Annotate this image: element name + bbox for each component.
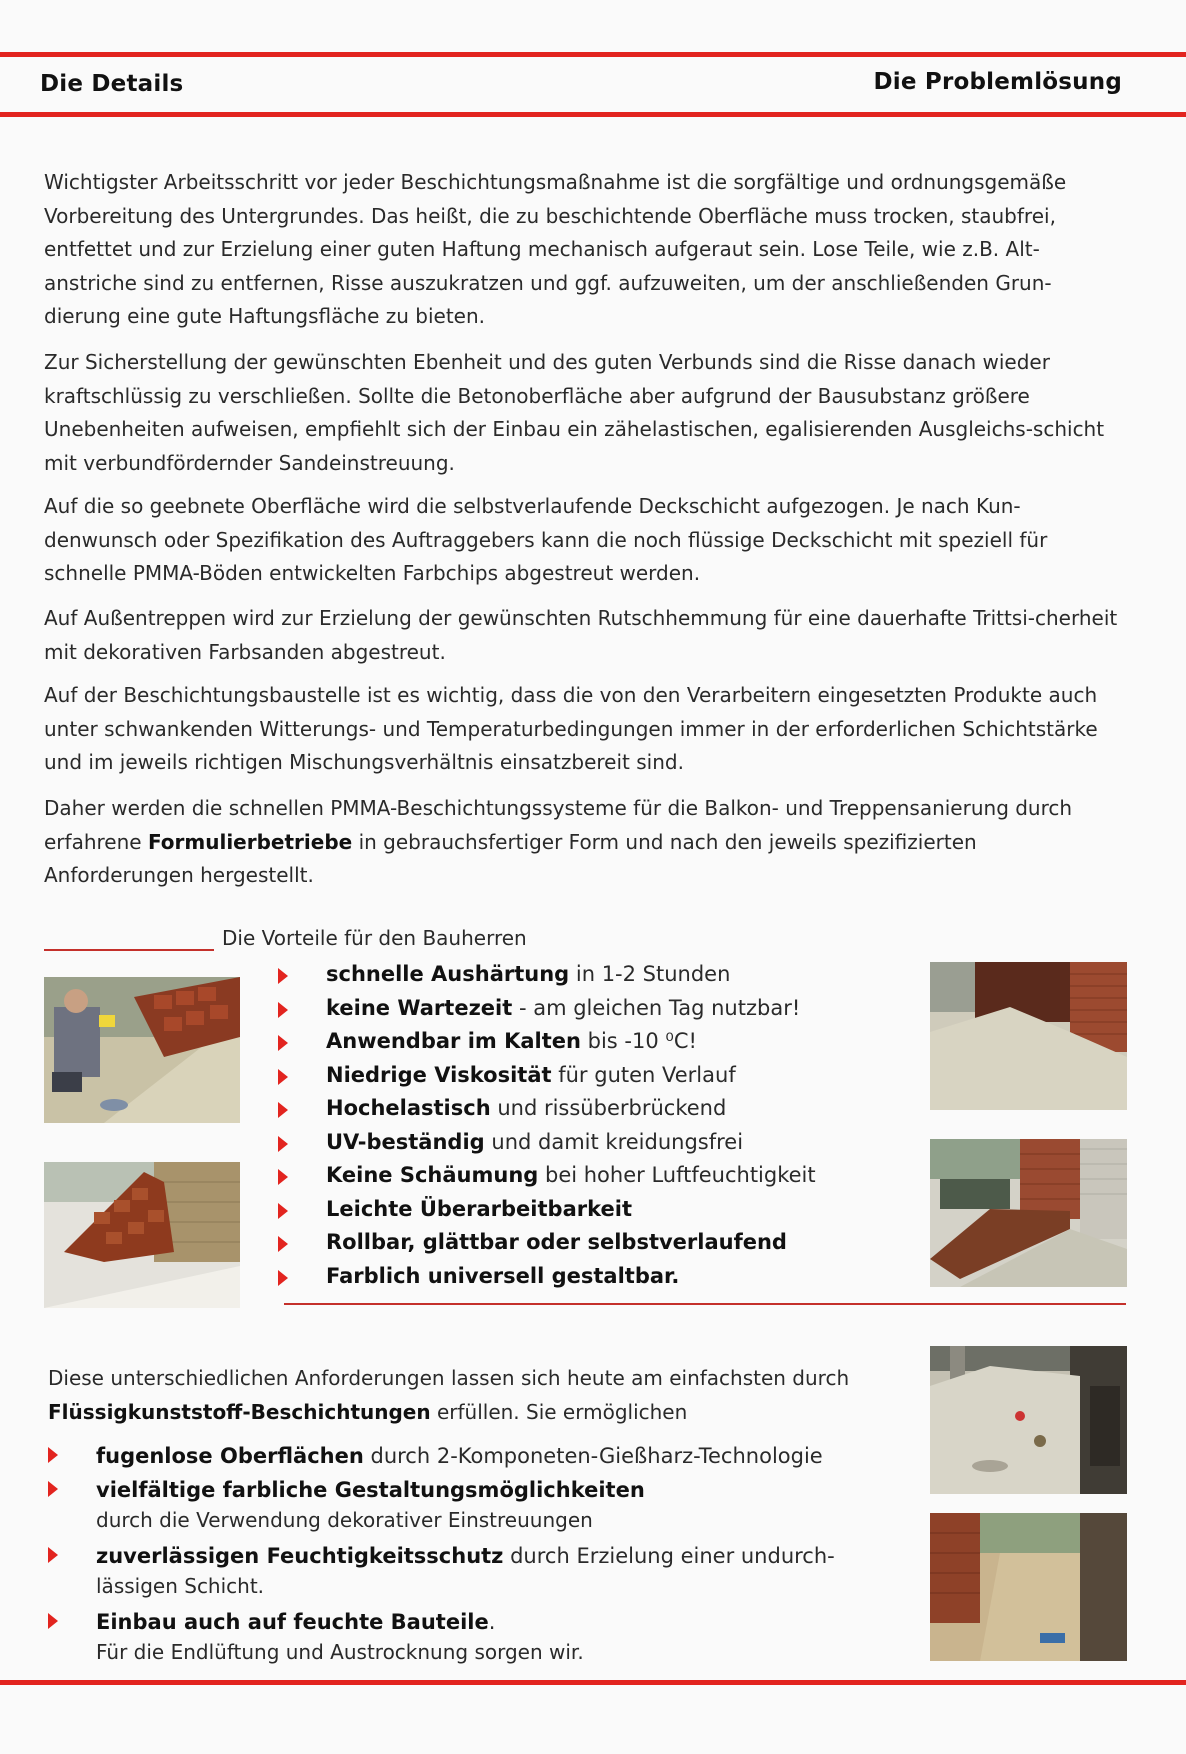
anforderungen-paragraph: Diese unterschiedlichen Anforderungen lassen sich heute am einfachsten durch Flüssigkunststoff-Beschichtungen erfüllen. Sie ermöglichen (48, 1366, 850, 1424)
list-item: vielfältige farbliche Gestaltungsmöglichkeiten durch die Verwendung dekorativer Einstreuungen (48, 1475, 888, 1535)
photo-balcony-coated (930, 1513, 1127, 1661)
intro-paragraph-5: Auf der Beschichtungsbaustelle ist es wichtig, dass die von den Verarbeitern eingesetzten Produkte auch unter schwankenden Witterungs- und Temperaturbedingungen immer in der erforderlichen Schichtstärke und im jeweils richtigen Mischungsverhältnis einsatzbereit sind. (44, 683, 1098, 774)
intro-paragraph-2: Zur Sicherstellung der gewünschten Ebenheit und des guten Verbunds sind die Risse danach wieder kraftschlüssig zu verschließen. Sollte die Betonoberfläche aber aufgrund der Bausubstanz größere Unebenheiten aufweisen, empfiehlt sich der Einbau ein zähelastischen, egalisierenden Ausgleichs-schicht mit verbundfördernder Sandeinstreuung. (44, 350, 1105, 475)
bullet-icon (278, 1035, 288, 1051)
bullet-icon (278, 1236, 288, 1252)
intro-paragraph-1: Wichtigster Arbeitsschritt vor jeder Beschichtungsmaßnahme ist die sorgfältige und ordnungsgemäße Vorbereitung des Untergrundes. Das heißt, die zu beschichtende Oberfläche muss trocken, staubfrei, entfettet und zur Erzielung einer guten Haftung mechanisch aufgeraut sein. Lose Teile, wie z.B. Alt-anstriche sind zu entfernen, Risse auszukratzen und ggf. aufzuweiten, um der anschließenden Grun-dierung eine gute Haftungsfläche zu bieten. (44, 170, 1067, 328)
bullet-icon (278, 1169, 288, 1185)
intro-paragraph-3: Auf die so geebnete Oberfläche wird die selbstverlaufende Deckschicht aufgezogen. Je nach Kun-denwunsch oder Spezifikation des Auftraggebers kann die noch flüssige Deckschicht mit speziell für schnelle PMMA-Böden entwickelten Farbchips abgestreut werden. (44, 494, 1048, 585)
list-item: Einbau auch auf feuchte Bauteile. Für die Endlüftung und Austrocknung sorgen wir. (48, 1607, 888, 1667)
photo-balcony-preparation (930, 1346, 1127, 1494)
bottom-red-rule (0, 1680, 1186, 1685)
top-red-rule (0, 52, 1186, 57)
section-title-right: Die Problemlösung (873, 69, 1122, 95)
vorteile-title: Die Vorteile für den Bauherren (222, 926, 527, 950)
photo-roof-tiles-corner (44, 1162, 240, 1308)
bullet-icon (48, 1547, 58, 1563)
photo-balcony-brick-wall (930, 962, 1127, 1110)
bullet-icon (278, 1136, 288, 1152)
bullet-icon (48, 1481, 58, 1497)
bullet-icon (278, 1002, 288, 1018)
bullet-icon (278, 1102, 288, 1118)
photo-worker-roof-edge (44, 977, 240, 1123)
bullet-icon (278, 968, 288, 984)
bullet-icon (278, 1069, 288, 1085)
bullet-icon (48, 1613, 58, 1629)
header-bottom-red-rule (0, 112, 1186, 117)
intro-paragraph-4: Auf Außentreppen wird zur Erzielung der gewünschten Rutschhemmung für eine dauerhafte Trittsi-cherheit mit dekorativen Farbsanden abgestreut. (44, 606, 1118, 664)
photo-balcony-bench (930, 1139, 1127, 1287)
section-title-left: Die Details (40, 71, 184, 97)
list-item: zuverlässigen Feuchtigkeitsschutz durch Erzielung einer undurch- lässigen Schicht. (48, 1541, 888, 1601)
list-item: fugenlose Oberflächen durch 2-Komponeten-Gießharz-Technologie (48, 1441, 888, 1471)
intro-paragraph-6: Daher werden die schnellen PMMA-Beschichtungssysteme für die Balkon- und Treppensanierung durch erfahrene Formulierbetriebe in gebrauchsfertiger Form und nach den jeweils spezifizierten Anforderungen hergestellt. (44, 796, 1073, 887)
bullet-icon (278, 1203, 288, 1219)
bullet-icon (278, 1270, 288, 1286)
bullet-icon (48, 1447, 58, 1463)
vorteile-title-rule (44, 949, 214, 951)
vorteile-bottom-rule (284, 1303, 1126, 1305)
